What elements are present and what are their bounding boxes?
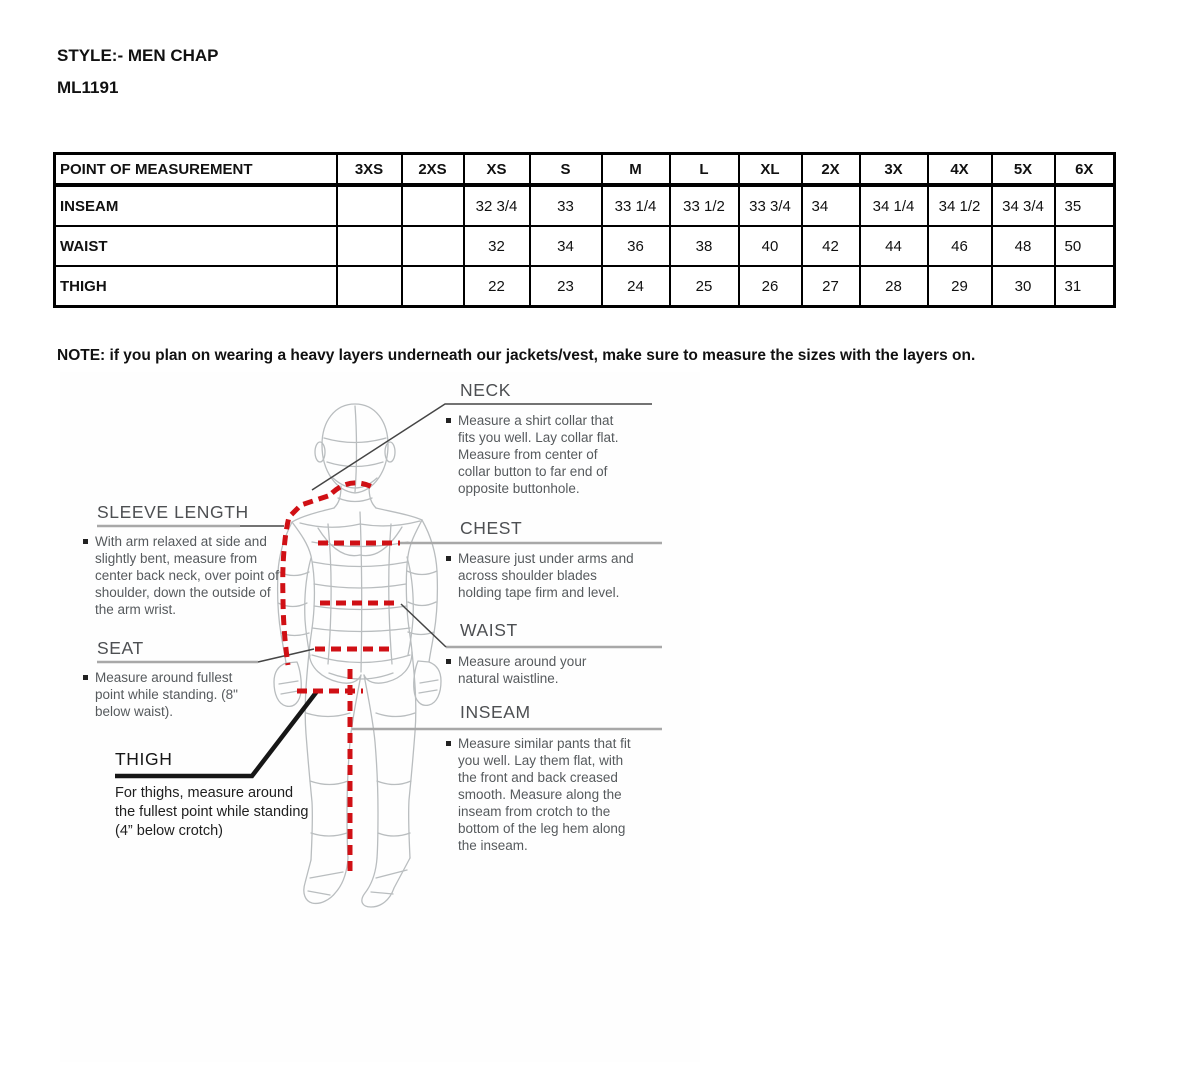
col-header-4x: 4X bbox=[928, 154, 992, 186]
size-chart-table bbox=[53, 152, 1116, 308]
cell-inseam-m: 33 1/4 bbox=[602, 185, 670, 226]
bullet-icon bbox=[446, 556, 451, 561]
cell-waist-s: 34 bbox=[530, 226, 602, 266]
measurement-guide-diagram bbox=[60, 372, 700, 1062]
cell-thigh-xs: 22 bbox=[464, 266, 530, 307]
model-number: ML1191 bbox=[57, 78, 119, 97]
cell-thigh-5x: 30 bbox=[992, 266, 1055, 307]
cell-inseam-4x: 34 1/2 bbox=[928, 185, 992, 226]
cell-waist-m: 36 bbox=[602, 226, 670, 266]
cell-waist-3xs bbox=[337, 226, 402, 266]
cell-waist-l: 38 bbox=[670, 226, 739, 266]
sleeve-length-label: SLEEVE LENGTH bbox=[97, 502, 249, 522]
row-label-waist: WAIST bbox=[55, 226, 337, 266]
cell-waist-5x: 48 bbox=[992, 226, 1055, 266]
cell-inseam-5x: 34 3/4 bbox=[992, 185, 1055, 226]
col-header-xs: XS bbox=[464, 154, 530, 186]
cell-waist-4x: 46 bbox=[928, 226, 992, 266]
document-header bbox=[57, 40, 219, 104]
col-header-s: S bbox=[530, 154, 602, 186]
bullet-icon bbox=[446, 741, 451, 746]
col-header-6x: 6X bbox=[1055, 154, 1115, 186]
seat-instructions: Measure around fullest point while standing. (8" below waist). bbox=[83, 669, 243, 720]
col-header-m: M bbox=[602, 154, 670, 186]
bullet-icon bbox=[83, 539, 88, 544]
cell-thigh-3x: 28 bbox=[860, 266, 928, 307]
neck-instructions: Measure a shirt collar that fits you well. Lay collar flat. Measure from center of collar button to far end of opposite buttonhole. bbox=[446, 412, 630, 497]
waist-label: WAIST bbox=[460, 620, 518, 640]
col-header-point-of-measurement: POINT OF MEASUREMENT bbox=[55, 154, 337, 186]
cell-thigh-s: 23 bbox=[530, 266, 602, 307]
bullet-icon bbox=[446, 418, 451, 423]
cell-thigh-xl: 26 bbox=[739, 266, 802, 307]
cell-thigh-l: 25 bbox=[670, 266, 739, 307]
cell-inseam-2xs bbox=[402, 185, 464, 226]
cell-waist-xs: 32 bbox=[464, 226, 530, 266]
cell-inseam-3x: 34 1/4 bbox=[860, 185, 928, 226]
cell-inseam-xs: 32 3/4 bbox=[464, 185, 530, 226]
cell-thigh-2xs bbox=[402, 266, 464, 307]
cell-thigh-2x: 27 bbox=[802, 266, 860, 307]
cell-inseam-6x: 35 bbox=[1055, 185, 1115, 226]
col-header-l: L bbox=[670, 154, 739, 186]
table-row-waist bbox=[55, 226, 1115, 266]
cell-inseam-s: 33 bbox=[530, 185, 602, 226]
chest-label: CHEST bbox=[460, 518, 523, 538]
thigh-instructions: For thighs, measure around the fullest point while standing (4” below crotch) bbox=[115, 785, 309, 839]
col-header-3x: 3X bbox=[860, 154, 928, 186]
bullet-icon bbox=[446, 659, 451, 664]
table-row-thigh bbox=[55, 266, 1115, 307]
col-header-xl: XL bbox=[739, 154, 802, 186]
row-label-inseam: INSEAM bbox=[55, 185, 337, 226]
cell-waist-2x: 42 bbox=[802, 226, 860, 266]
row-label-thigh: THIGH bbox=[55, 266, 337, 307]
bullet-icon bbox=[83, 675, 88, 680]
cell-inseam-l: 33 1/2 bbox=[670, 185, 739, 226]
chest-instructions: Measure just under arms and across shoulder blades holding tape firm and level. bbox=[446, 550, 638, 601]
cell-waist-3x: 44 bbox=[860, 226, 928, 266]
cell-thigh-3xs bbox=[337, 266, 402, 307]
table-header-row bbox=[55, 154, 1115, 186]
waist-instructions: Measure around your natural waistline. bbox=[446, 653, 596, 687]
col-header-5x: 5X bbox=[992, 154, 1055, 186]
sleeve-measure-line bbox=[283, 496, 328, 665]
neck-label: NECK bbox=[460, 380, 512, 400]
col-header-2xs: 2XS bbox=[402, 154, 464, 186]
waist-pointer-line bbox=[401, 604, 446, 647]
style-title: STYLE:- MEN CHAP bbox=[57, 46, 219, 65]
cell-inseam-2x: 34 bbox=[802, 185, 860, 226]
seat-label: SEAT bbox=[97, 638, 144, 658]
cell-waist-2xs bbox=[402, 226, 464, 266]
inseam-instructions: Measure similar pants that fit you well. Lay them flat, with the front and back creased smooth. Measure along the inseam from crotch to the bottom of the leg hem along the inseam. bbox=[446, 735, 634, 854]
table-row-inseam bbox=[55, 185, 1115, 226]
cell-waist-6x: 50 bbox=[1055, 226, 1115, 266]
cell-thigh-4x: 29 bbox=[928, 266, 992, 307]
cell-thigh-6x: 31 bbox=[1055, 266, 1115, 307]
cell-inseam-3xs bbox=[337, 185, 402, 226]
cell-waist-xl: 40 bbox=[739, 226, 802, 266]
note-text: NOTE: if you plan on wearing a heavy layers underneath our jackets/vest, make sure to measure the sizes with the layers on. bbox=[57, 346, 976, 364]
sleeve-length-instructions: With arm relaxed at side and slightly bent, measure from center back neck, over point of shoulder, down the outside of the arm wrist. bbox=[83, 533, 279, 618]
thigh-label: THIGH bbox=[115, 749, 173, 769]
cell-thigh-m: 24 bbox=[602, 266, 670, 307]
col-header-3xs: 3XS bbox=[337, 154, 402, 186]
inseam-label: INSEAM bbox=[460, 702, 531, 722]
cell-inseam-xl: 33 3/4 bbox=[739, 185, 802, 226]
col-header-2x: 2X bbox=[802, 154, 860, 186]
